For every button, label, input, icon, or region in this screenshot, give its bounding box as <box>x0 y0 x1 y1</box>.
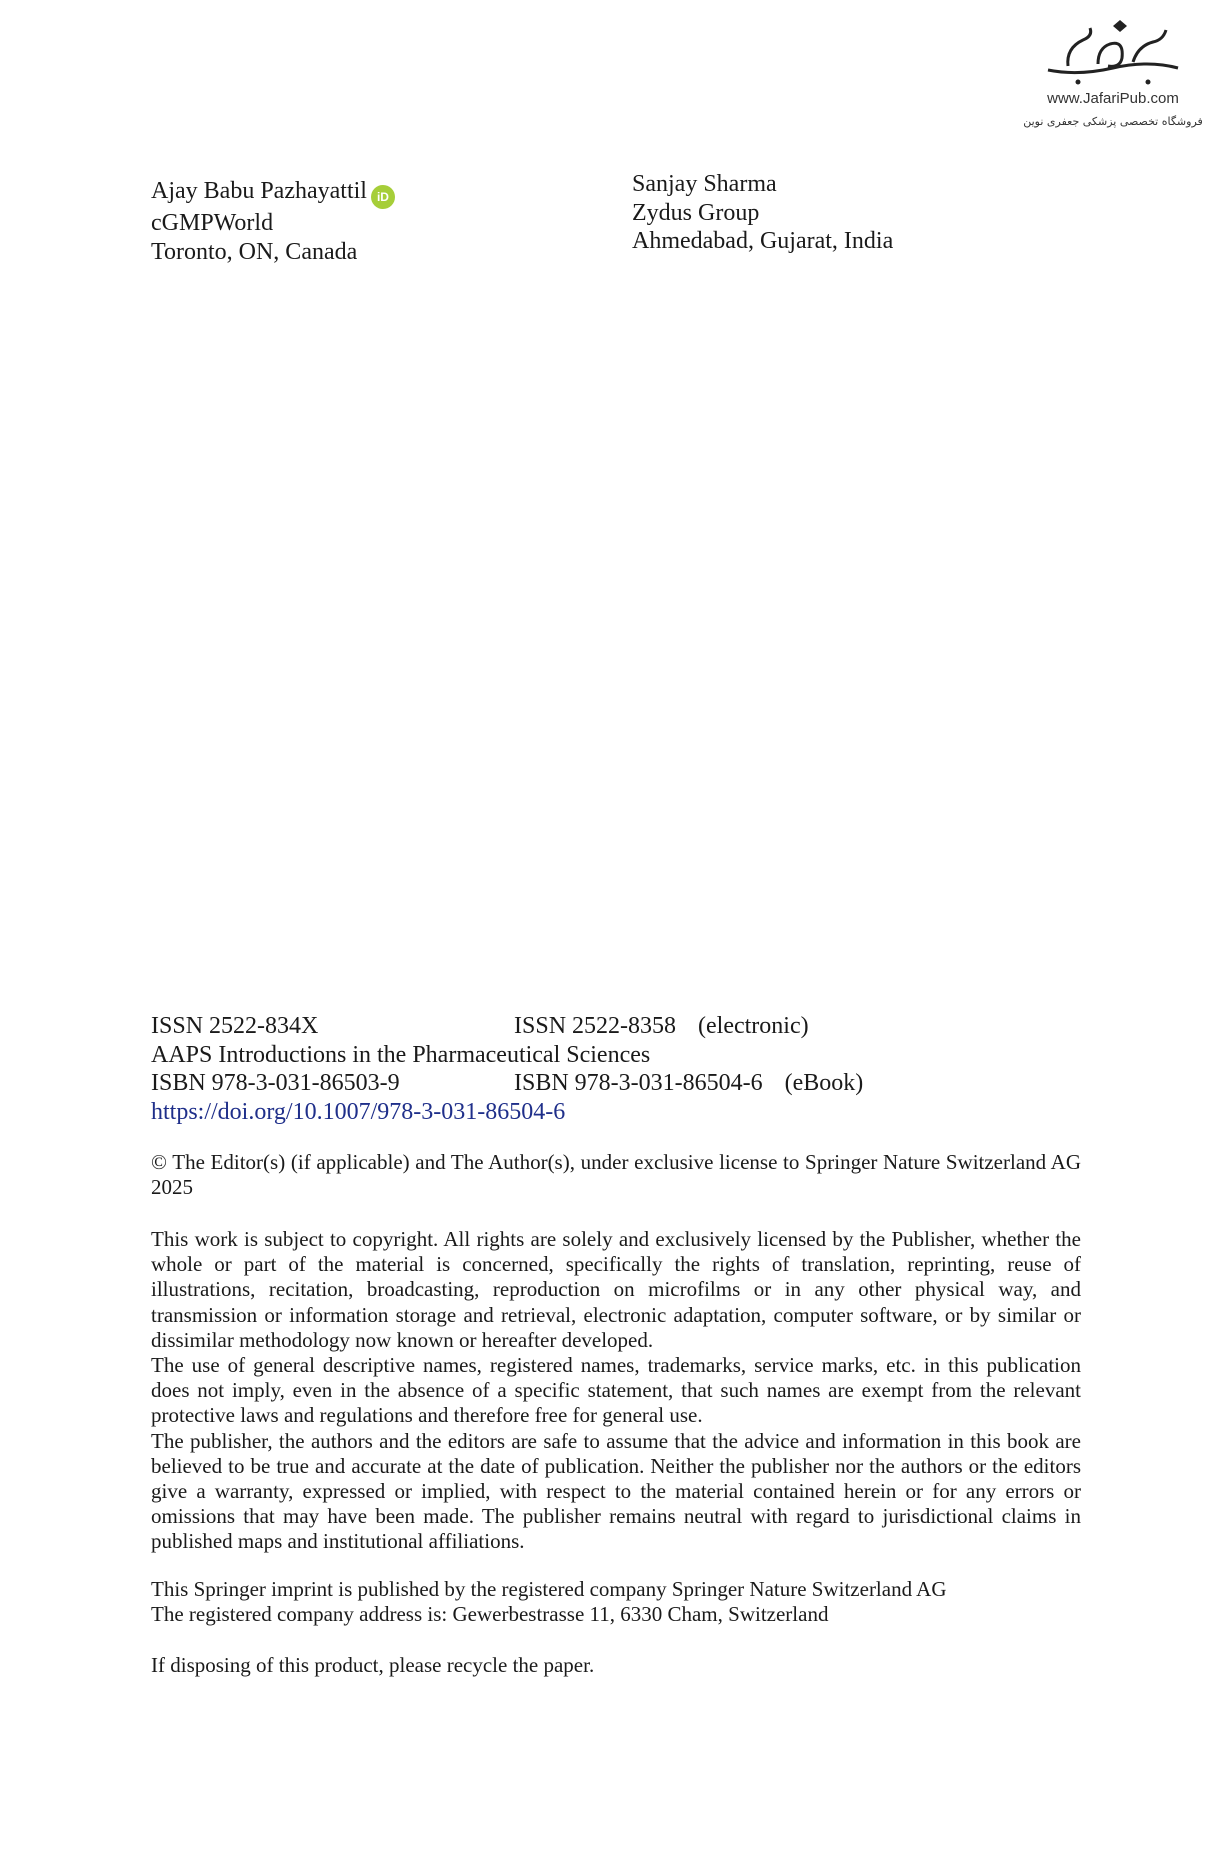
issn-electronic: ISSN 2522-8358 <box>514 1013 677 1039</box>
legal-paragraph-trademarks: The use of general descriptive names, registered names, trademarks, service marks, etc. in this publication does not imply, even in the absence of a specific statement, that such names are exempt from the relevant protective laws and regulations and therefore free for general use. <box>151 1353 1081 1428</box>
issn-electronic-group <box>514 1012 809 1041</box>
orcid-icon[interactable]: iD <box>371 185 395 209</box>
publisher-logo <box>1018 18 1208 138</box>
series-row <box>151 1041 650 1070</box>
registered-address: The registered company address is: Gewerbestrasse 11, 6330 Cham, Switzerland <box>151 1602 829 1627</box>
author-location: Ahmedabad, Gujarat, India <box>632 228 894 254</box>
author-affiliation: Zydus Group <box>632 199 760 226</box>
author-name: Ajay Babu Pazhayattil <box>151 178 367 204</box>
author-block-2 <box>632 170 893 256</box>
author-location: Toronto, ON, Canada <box>151 238 358 265</box>
bibliographic-info <box>151 1012 864 1126</box>
legal-paragraph-copyright: This work is subject to copyright. All rights are solely and exclusively licensed by the Publisher, whether the whole or part of the material is concerned, specifically the rights of translation, reprinting, reuse of illustrations, recitation, broadcasting, reproduction on microfilms or in any other physical way, and transmission or information storage and retrieval, electronic adaptation, computer software, or by similar or dissimilar methodology now known or hereafter developed. <box>151 1227 1081 1352</box>
jafari-logo-icon <box>1038 18 1188 88</box>
imprint-line: This Springer imprint is published by the registered company Springer Nature Switzerland AG <box>151 1577 947 1601</box>
recycle-notice: If disposing of this product, please recycle the paper. <box>151 1653 595 1677</box>
legal-paragraph-disclaimer: The publisher, the authors and the editors are safe to assume that the advice and information in this book are believed to be true and accurate at the date of publication. Neither the publisher nor the authors or the editors give a warranty, expressed or implied, with respect to the material contained herein or for any errors or omissions that may have been made. The publisher remains neutral with regard to jurisdictional claims in published maps and institutional affiliations. <box>151 1428 1081 1554</box>
doi-row <box>151 1098 650 1127</box>
series-title: AAPS Introductions in the Pharmaceutical Sciences <box>151 1041 651 1068</box>
isbn-ebook-tag: (eBook) <box>784 1070 864 1096</box>
author-block-1 <box>151 177 395 266</box>
doi-link[interactable]: https://doi.org/10.1007/978-3-031-86504-6 <box>151 1098 566 1125</box>
issn-electronic-tag: (electronic) <box>698 1013 809 1039</box>
logo-url: www.JafariPub.com <box>1047 90 1179 107</box>
logo-tagline: فروشگاه تخصصی پزشکی جعفری نوین <box>1023 115 1203 128</box>
isbn-ebook: ISBN 978-3-031-86504-6 <box>514 1070 763 1096</box>
author-name: Sanjay Sharma <box>632 171 777 197</box>
isbn-print: ISBN 978-3-031-86503-9 <box>151 1070 400 1096</box>
issn-print: ISSN 2522-834X <box>151 1013 319 1039</box>
issn-row <box>151 1012 809 1041</box>
isbn-ebook-group <box>514 1069 863 1098</box>
author-affiliation: cGMPWorld <box>151 210 274 236</box>
legal-text <box>151 1227 1081 1555</box>
imprint-info <box>151 1577 947 1627</box>
isbn-row <box>151 1069 864 1098</box>
author-line-name <box>151 177 395 209</box>
copyright-notice: © The Editor(s) (if applicable) and The Author(s), under exclusive license to Springer Nature Switzerland AG 2025 <box>151 1150 1081 1199</box>
